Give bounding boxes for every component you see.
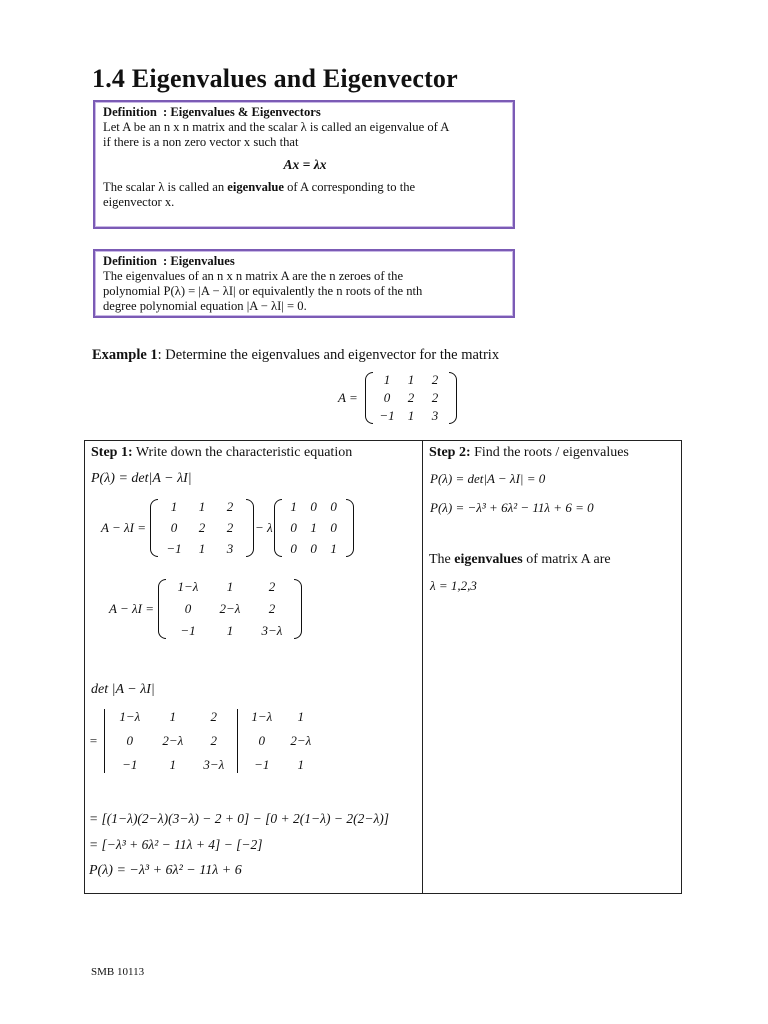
definition-box-eigenvalues-eigenvectors [93, 100, 515, 229]
matrix-cell: 3−λ [203, 757, 225, 772]
definition-line: eigenvector x. [103, 195, 175, 209]
definition-line: The eigenvalues of an n x n matrix A are the n zeroes of the [103, 269, 404, 283]
matrix-cell: 0 [258, 733, 266, 748]
step-1-heading: Step 1: Write down the characteristic equation [91, 445, 353, 460]
column-divider [422, 441, 423, 893]
matrix-cell: 2 [431, 372, 439, 387]
matrix-cell: 1 [226, 623, 234, 638]
matrix-cell: 0 [330, 520, 337, 535]
matrix-cell: 2−λ [219, 601, 241, 616]
matrix-cell: −1 [180, 623, 196, 638]
matrix-cell: 3 [431, 408, 439, 423]
matrix-cell: 1 [297, 709, 305, 724]
matrix-cell: 0 [290, 541, 297, 556]
matrix-cell: −1 [379, 408, 395, 423]
definition-line: The scalar λ is called an eigenvalue of A corresponding to the [103, 180, 416, 194]
determinant-expansion: = 1−λ 1 2 0 2−λ 2 −1 1 3−λ 1−λ 1 0 2−λ −1 1 [89, 709, 323, 773]
matrix-cell: 2 [210, 709, 218, 724]
simplified-line: = [−λ³ + 6λ² − 11λ + 4] − [−2] [89, 837, 263, 852]
matrix-cell: 2−λ [162, 733, 184, 748]
matrix-cell: 1 [198, 541, 206, 556]
a-minus-lambda-i-result: A − λI = 1−λ 1 2 0 2−λ 2 −1 1 3−λ [109, 579, 302, 639]
definition-line: polynomial P(λ) = |A − λI| or equivalently the n roots of the nth [103, 284, 423, 298]
matrix-cell: 3−λ [261, 623, 283, 638]
matrix-cell: −1 [254, 757, 270, 772]
matrix-cell: 0 [290, 520, 297, 535]
matrix-cell: 0 [310, 499, 317, 514]
determinant-equation: P(λ) = det|A − λI| = 0 [430, 471, 546, 486]
matrix-cell: 0 [330, 499, 337, 514]
matrix-cell: 2 [226, 520, 234, 535]
determinant-label: det |A − λI| [91, 682, 155, 697]
matrix-a [158, 499, 246, 557]
matrix-cell: 2 [407, 390, 415, 405]
example-1 [92, 347, 499, 364]
example-text: : Determine the eigenvalues and eigenvector for the matrix [157, 347, 500, 363]
right-paren [449, 372, 457, 424]
matrix-cell: 2 [198, 520, 206, 535]
matrix-cell: 1−λ [251, 709, 273, 724]
matrix-cell: 2 [268, 579, 276, 594]
definition-heading: : Eigenvalues & Eigenvectors [163, 105, 321, 119]
definition-heading: : Eigenvalues [163, 254, 235, 268]
identity-matrix [282, 499, 346, 557]
matrix-cell: 1 [169, 757, 177, 772]
matrix-cell: 0 [383, 390, 391, 405]
eigenvalues-result: λ = 1,2,3 [430, 578, 477, 593]
expansion-line: = [(1−λ)(2−λ)(3−λ) − 2 + 0] − [0 + 2(1−λ) − 2(2−λ)] [89, 811, 390, 826]
definition-label: Definition [103, 105, 157, 119]
definition-line: degree polynomial equation |A − λI| = 0. [103, 299, 307, 313]
eigenvalues-statement: The eigenvalues of matrix A are [429, 552, 611, 567]
matrix-cell: 1 [290, 499, 297, 514]
matrix-cell: 1 [169, 709, 177, 724]
matrix-cell: −1 [166, 541, 182, 556]
matrix-cell: 1 [407, 408, 415, 423]
page-footer: SMB 10113 [91, 966, 145, 978]
left-paren [365, 372, 373, 424]
matrix-cell: 0 [126, 733, 134, 748]
matrix-cell: −1 [122, 757, 138, 772]
matrix-cell: 1 [170, 499, 178, 514]
example-label: Example 1 [92, 347, 158, 363]
matrix-cell: 1−λ [119, 709, 141, 724]
matrix-cell: 1 [198, 499, 206, 514]
definition-box-eigenvalues [93, 249, 515, 318]
definition-label: Definition [103, 254, 157, 268]
determinant-matrix [108, 709, 234, 773]
matrix-a [373, 372, 449, 424]
characteristic-polynomial: P(λ) = −λ³ + 6λ² − 11λ + 6 [89, 863, 242, 878]
matrix-label: A = [338, 390, 358, 405]
matrix-cell: 1−λ [177, 579, 199, 594]
matrix-cell: 2−λ [290, 733, 312, 748]
polynomial-equation: P(λ) = −λ³ + 6λ² − 11λ + 6 = 0 [430, 500, 594, 515]
matrix-cell: 1 [383, 372, 391, 387]
matrix-cell: 1 [330, 541, 337, 556]
matrix-cell: 3 [226, 541, 234, 556]
matrix-cell: 1 [310, 520, 317, 535]
matrix-cell: 2 [431, 390, 439, 405]
matrix-cell: 2 [268, 601, 276, 616]
matrix-cell: 2 [210, 733, 218, 748]
matrix-a-display [338, 372, 457, 424]
matrix-cell: 1 [407, 372, 415, 387]
steps-table [84, 440, 682, 894]
matrix-cell: 0 [170, 520, 178, 535]
a-minus-lambda-i-expansion: A − λI = 1 1 2 0 2 2 −1 1 3 − λ 1 0 0 0 1 0 0 0 1 [101, 499, 354, 557]
page-title: 1.4 Eigenvalues and Eigenvector [92, 64, 458, 93]
matrix-cell: 0 [184, 601, 192, 616]
characteristic-equation: P(λ) = det|A − λI| [91, 471, 192, 486]
eigen-equation: Ax = λx [283, 157, 327, 172]
matrix-cell: 2 [226, 499, 234, 514]
definition-line: Let A be an n x n matrix and the scalar λ is called an eigenvalue of A [103, 120, 450, 134]
matrix-cell: 1 [297, 757, 305, 772]
matrix-cell: 1 [226, 579, 234, 594]
result-matrix [166, 579, 294, 639]
matrix-cell: 0 [310, 541, 317, 556]
definition-line: if there is a non zero vector x such that [103, 135, 299, 149]
determinant-extension [241, 709, 323, 773]
step-2-heading: Step 2: Find the roots / eigenvalues [429, 445, 629, 460]
